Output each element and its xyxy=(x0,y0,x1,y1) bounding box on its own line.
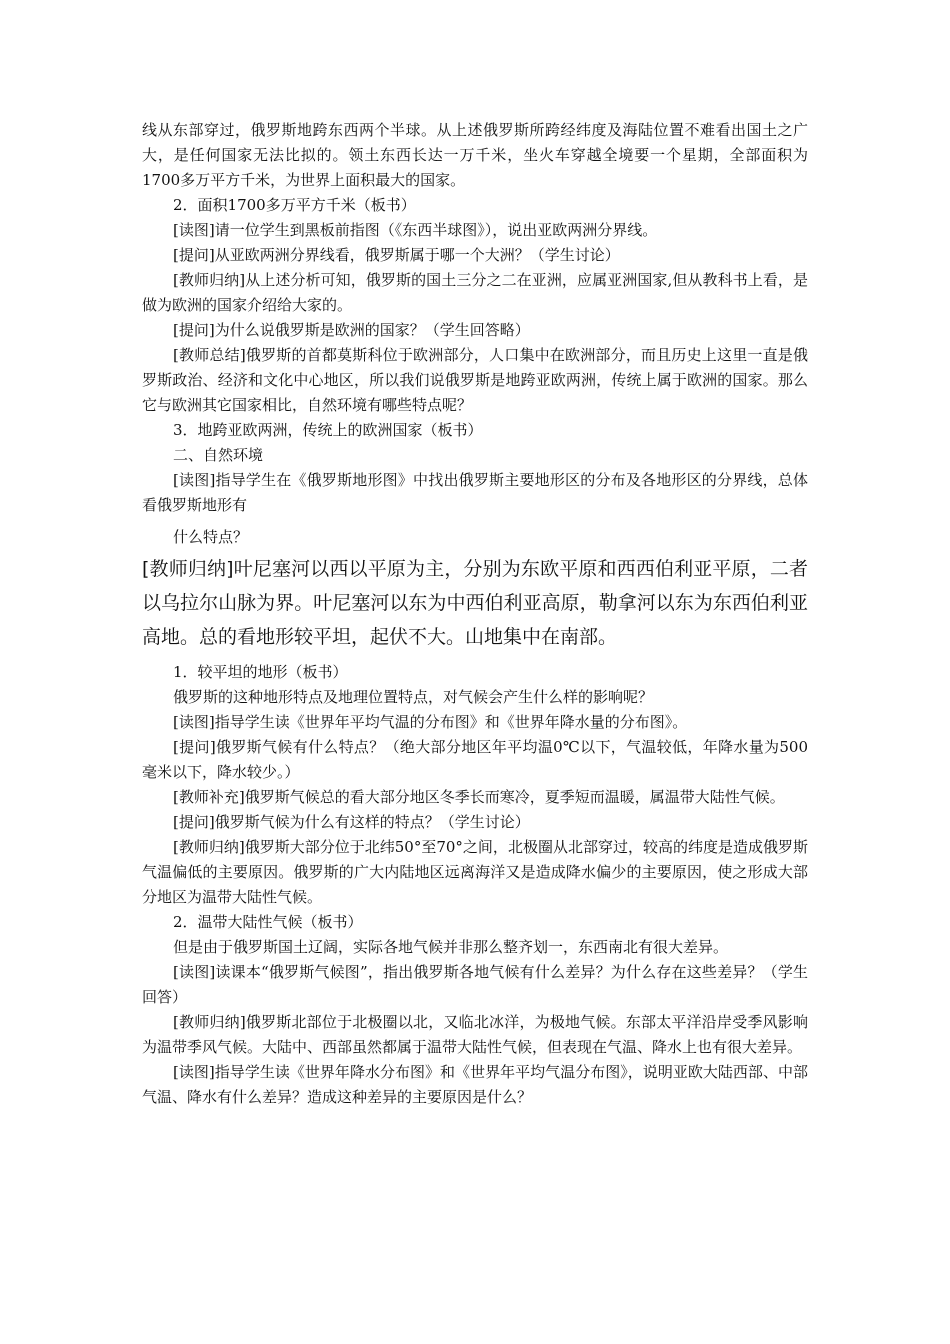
large-text-teacher-terrain: [教师归纳]叶尼塞河以西以平原为主，分别为东欧平原和西西伯利亚平原，二者以乌拉尔山脉为界。叶尼塞河以东为中西伯利亚高原，勒拿河以东为东西伯利亚高地。总的看地形较平坦，起伏不大。山地集中在南部。 xyxy=(142,558,808,648)
paragraph-board-two-continents: 3．地跨亚欧两洲，传统上的欧洲国家（板书） xyxy=(173,421,483,439)
paragraph-climate-impact-question: 俄罗斯的这种地形特点及地理位置特点，对气候会产生什么样的影响呢？ xyxy=(173,688,654,706)
section-heading-natural-environment: 二、自然环境 xyxy=(173,446,264,464)
paragraph-read-world-maps: [读图]指导学生读《世界年降水分布图》和《世界年平均气温分布图》，说明亚欧大陆西部、中部气温、降水有什么差异？造成这种差异的主要原因是什么？ xyxy=(142,1063,808,1106)
paragraph-board-continental-climate: 2．温带大陆性气候（板书） xyxy=(173,913,363,931)
paragraph-teacher-summary: [教师总结]俄罗斯的首都莫斯科位于欧洲部分，人口集中在欧洲部分，而且历史上这里一直是俄罗斯政治、经济和文化中心地区，所以我们说俄罗斯是地跨亚欧两洲，传统上属于欧洲的国家。那么它与欧洲其它国家相比，自然环境有哪些特点呢？ xyxy=(142,346,808,414)
paragraph-teacher-climate-reason: [教师归纳]俄罗斯大部分位于北纬50°至70°之间，北极圈从北部穿过，较高的纬度是造成俄罗斯气温偏低的主要原因。俄罗斯的广大内陆地区远离海洋又是造成降水偏少的主要原因，使之形成大部分地区为温带大陆性气候。 xyxy=(142,838,808,906)
paragraph-area-summary: 线从东部穿过，俄罗斯地跨东西两个半球。从上述俄罗斯所跨经纬度及海陆位置不难看出国土之广大，是任何国家无法比拟的。领土东西长达一万千米，坐火车穿越全境要一个星期，全部面积为1700多万平方千米，为世界上面积最大的国家。 xyxy=(142,121,808,189)
paragraph-teacher-climate-regions: [教师归纳]俄罗斯北部位于北极圈以北，又临北冰洋，为极地气候。东部太平洋沿岸受季风影响为温带季风气候。大陆中、西部虽然都属于温带大陆性气候，但表现在气温、降水上也有很大差异。 xyxy=(142,1013,808,1056)
paragraph-question-climate-why: [提问]俄罗斯气候为什么有这样的特点？（学生讨论） xyxy=(173,813,530,831)
paragraph-board-area: 2．面积1700多万平方千米（板书） xyxy=(173,196,416,214)
paragraph-read-map-climate: [读图]指导学生读《世界年平均气温的分布图》和《世界年降水量的分布图》。 xyxy=(173,713,688,731)
paragraph-read-climate-map: [读图]读课本“俄罗斯气候图”，指出俄罗斯各地气候有什么差异？为什么存在这些差异？（学生回答） xyxy=(142,963,808,1006)
paragraph-climate-differences: 但是由于俄罗斯国土辽阔，实际各地气候并非那么整齐划一，东西南北有很大差异。 xyxy=(173,938,729,956)
paragraph-question-europe: [提问]为什么说俄罗斯是欧洲的国家？（学生回答略） xyxy=(173,321,530,339)
document-page xyxy=(142,118,808,1110)
paragraph-read-map-terrain: [读图]指导学生在《俄罗斯地形图》中找出俄罗斯主要地形区的分布及各地形区的分界线，总体看俄罗斯地形有 xyxy=(142,471,808,514)
paragraph-teacher-supplement: [教师补充]俄罗斯气候总的看大部分地区冬季长而寒冷，夏季短而温暖，属温带大陆性气候。 xyxy=(173,788,785,806)
paragraph-teacher-conclusion-asia: [教师归纳]从上述分析可知，俄罗斯的国土三分之二在亚洲，应属亚洲国家,但从教科书上看，是做为欧洲的国家介绍给大家的。 xyxy=(142,271,808,314)
paragraph-board-flat-terrain: 1．较平坦的地形（板书） xyxy=(173,663,348,681)
paragraph-read-map-hemisphere: [读图]请一位学生到黑板前指图（《东西半球图》），说出亚欧两洲分界线。 xyxy=(173,221,658,239)
large-text-lead: 什么特点？ xyxy=(173,528,249,546)
paragraph-question-climate-features: [提问]俄罗斯气候有什么特点？（绝大部分地区年平均温0℃以下，气温较低，年降水量为500毫米以下，降水较少。） xyxy=(142,738,808,781)
paragraph-question-continent: [提问]从亚欧两洲分界线看，俄罗斯属于哪一个大洲？（学生讨论） xyxy=(173,246,620,264)
